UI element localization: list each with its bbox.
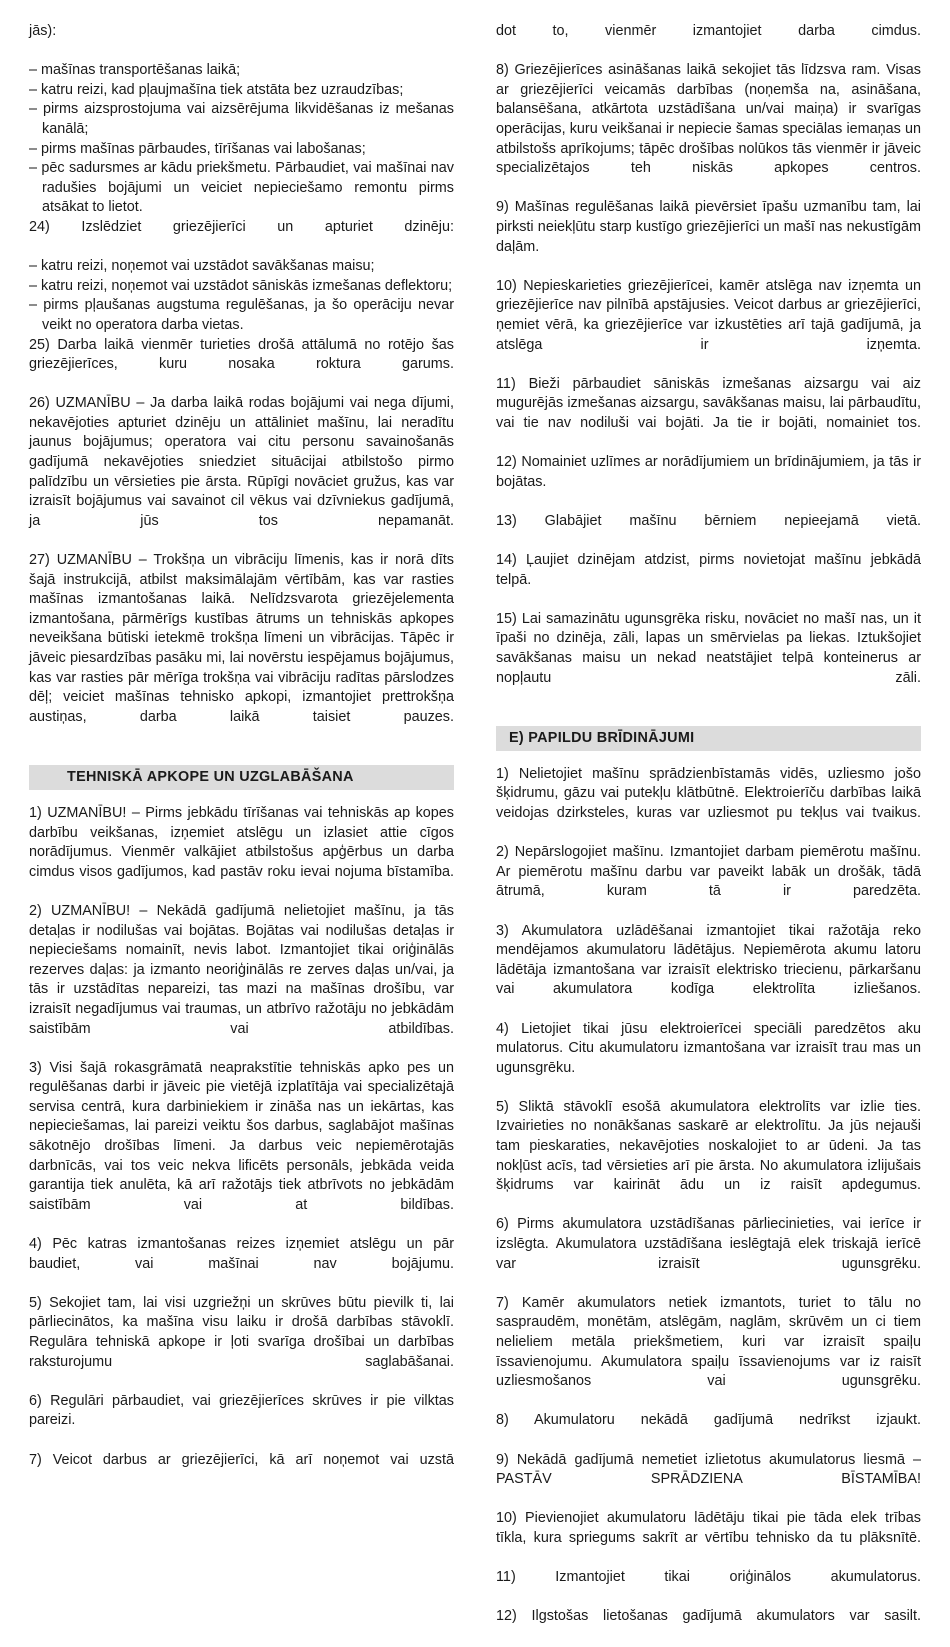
- maintenance-item-5: 5) Sekojiet tam, lai visi uzgriežņi un skrūves būtu pievilk ti, lai pārliecinātos, ka mašīna visu laiku ir drošā darbības stāvoklī. Regulāra tehniskā apkope ir ļoti svarīga drošībai un darbības raksturojumu saglabāšanai.: [29, 1294, 454, 1370]
- list-item: – pirms mašīnas pārbaudes, tīrīšanas vai labošanas;: [29, 140, 366, 157]
- section-heading-warnings: E) PAPILDU BRĪDINĀJUMI: [496, 726, 921, 751]
- list-item: – katru reizi, noņemot vai uzstādot sāniskās izmešanas deflektoru;: [29, 277, 453, 294]
- warning-item-9: 9) Nekādā gadījumā nemetiet izlietotus akumulatorus liesmā – PASTĀV SPRĀDZIENA BĪSTAMĪBA!: [496, 1451, 921, 1488]
- paragraph-26: 26) UZMANĪBU – Ja darba laikā rodas bojājumi vai nega dījumi, nekavējoties apturiet dzinēju un attāliniet mašīnu, lai neradītu jaunus bojājumus; operatora vai citu personu savainošanās gadījumā nekavējoties sniedziet situācijai atbilstošo pirmo palīdzību un vērsieties pie ārsta. Rūpīgi novāciet gružus, kas var izraisīt bojājumus vai savainot cil vēkus vai dzīvniekus gadījumā, ja jūs tos nepamanāt.: [29, 395, 454, 529]
- list-item: – mašīnas transportēšanas laikā;: [29, 62, 241, 79]
- left-column: [29, 22, 454, 1490]
- list-item: – pēc sadursmes ar kādu priekšmetu. Pārbaudiet, vai mašīnai nav radušies bojājumi un veiciet nepieciešamo remontu pirms atsākat to lietot.: [29, 160, 454, 216]
- maintenance-item-12: 12) Nomainiet uzlīmes ar norādījumiem un brīdinājumiem, ja tās ir bojātas.: [496, 454, 921, 490]
- warning-item-7: 7) Kamēr akumulators netiek izmantots, turiet to tālu no saspraudēm, monētām, atslēgām, naglām, skrūvēm un ci tiem nelieliem metāla priekšmetiem, kuri var izraisīt spaiļu īssavienojumu. Akumulatora spaiļu īssavienojums var iz raisīt uzliesmošanos vai ugunsgrēku.: [496, 1294, 921, 1390]
- maintenance-item-4: 4) Pēc katras izmantošanas reizes izņemiet atslēgu un pār baudiet, vai mašīnai nav bojājumu.: [29, 1236, 454, 1272]
- warning-item-1: 1) Nelietojiet mašīnu sprādzienbīstamās vidēs, uzliesmo jošo šķidrumu, gāzu vai putekļu klātbūtnē. Elektroierīču darbības laikā veidojas dzirksteles, kuras var uzliesmot pu tekļus vai tvaikus.: [496, 765, 921, 821]
- list-item: – katru reizi, noņemot vai uzstādot savākšanas maisu;: [29, 258, 375, 275]
- maintenance-item-13: 13) Glabājiet mašīnu bērniem nepieejamā vietā.: [496, 512, 921, 529]
- intro-text: jās):: [29, 23, 57, 39]
- maintenance-item-10: 10) Nepieskarieties griezējierīcei, kamēr atslēga nav izņemta un griezējierīce nav pilnībā apstājusies. Veicot darbus ar griezējierīci, ņemiet vērā, ka griezējierīce var izkustēties arī tajā gadījumā, ja atslēga ir izņemta.: [496, 277, 921, 353]
- maintenance-item-8: 8) Griezējierīces asināšanas laikā sekojiet tās līdzsva ram. Visas ar griezējierīci veicamās darbības (noņemša na, asināšana, balansēšana, atkārtota uzstādīšana un/vai maiņa) ir svarīgas operācijas, kuru veikšanai ir nepiecie šamas speciālas iemaņas un atbilstošs aprīkojums; tāpēc drošības nolūkos tās vienmēr ir jāveic specializētajos teh niskās apkopes centros.: [496, 62, 921, 177]
- paragraph-24: 24) Izslēdziet griezējierīci un apturiet dzinēju:: [29, 218, 454, 235]
- list-item: – katru reizi, kad pļaujmašīna tiek atstāta bez uzraudzības;: [29, 81, 404, 98]
- maintenance-item-6: 6) Regulāri pārbaudiet, vai griezējierīces skrūves ir pie vilktas pareizi.: [29, 1392, 454, 1429]
- warning-item-12: 12) Ilgstošas lietošanas gadījumā akumulators var sasilt.: [496, 1608, 921, 1625]
- maintenance-item-7: 7) Veicot darbus ar griezējierīci, kā arī noņemot vai uzstā: [29, 1451, 454, 1468]
- warning-item-11: 11) Izmantojiet tikai oriģinālos akumulatorus.: [496, 1569, 921, 1586]
- warning-item-6: 6) Pirms akumulatora uzstādīšanas pārliecinieties, vai ierīce ir izslēgta. Akumulatora uzstādīšana ieslēgtajā elek triskajā ierīcē var izraisīt ugunsgrēku.: [496, 1216, 921, 1272]
- warning-item-8: 8) Akumulatoru nekādā gadījumā nedrīkst izjaukt.: [496, 1412, 921, 1429]
- paragraph-27: 27) UZMANĪBU – Trokšņa un vibrāciju līmenis, kas ir norā dīts šajā instrukcijā, atbilst maksimālajām vērtībām, kas var rasties mašīnas izmantošanas laikā. Nelīdzsvarota griezējelementa izmantošana, pārmērīgs kustības ātrums un tehniskās apkopes neveikšana būtiski ietekmē trokšņa līmeni un vibrācijas. Tāpēc ir jāveic piesardzības pasāku mi, lai novērstu iespējamus bojājumus, kas var rasties pār mērīga trokšņa vai vibrāciju radītas pārslodzes dēļ; veiciet mašīnas tehnisko apkopi, izmantojiet prettrokšņa austiņas, darba laikā taisiet pauzes.: [29, 552, 454, 725]
- section-heading-maintenance: TEHNISKĀ APKOPE UN UZGLABĀŠANA: [29, 765, 454, 790]
- warning-item-10: 10) Pievienojiet akumulatoru lādētāju tikai pie tāda elek trības tīkla, kura spriegums sakrīt ar vērtību tehnisko da tu plāksnītē.: [496, 1510, 921, 1546]
- maintenance-item-14: 14) Ļaujiet dzinējam atdzist, pirms novietojat mašīnu jebkādā telpā.: [496, 552, 921, 588]
- maintenance-item-1: 1) UZMANĪBU! – Pirms jebkādu tīrīšanas vai tehniskās ap kopes darbību veikšanas, izņemiet atslēgu un izlasiet attie cīgos norādījumus. Vienmēr valkājiet atbilstošus apģērbus un darba cimdus visos gadījumos, kad pastāv roku ievai nojuma bīstamība.: [29, 804, 454, 880]
- right-column: [496, 22, 921, 1647]
- list-item: – pirms aizsprostojuma vai aizsērējuma likvidēšanas iz mešanas kanālā;: [29, 101, 454, 137]
- maintenance-item-9: 9) Mašīnas regulēšanas laikā pievērsiet īpašu uzmanību tam, lai pirksti neiekļūtu starp kustīgo griezējierīci un mašī nas nekustīgām daļām.: [496, 199, 921, 255]
- warning-item-3: 3) Akumulatora uzlādēšanai izmantojiet tikai ražotāja reko mendējamos akumulatoru lādētājus. Nepiemērota akumu latoru lādētāja izmantošana var izraisīt elektrisko triecienu, pārkaršanu vai akumulatora kodīga elektrolīta izliešanos.: [496, 922, 921, 998]
- maintenance-item-15: 15) Lai samazinātu ugunsgrēka risku, novāciet no mašī nas, un it īpaši no dzinēja, zāli, lapas un smērvielas pa liekas. Iztukšojiet savākšanas maisu un nekad neatstājiet telpā konteinerus ar nopļautu zāli.: [496, 610, 921, 686]
- paragraph-25: 25) Darba laikā vienmēr turieties drošā attālumā no rotējo šas griezējierīces, kuru nosaka roktura garums.: [29, 336, 454, 373]
- list-item: – pirms pļaušanas augstuma regulēšanas, ja šo operāciju nevar veikt no operatora darba vietas.: [29, 297, 454, 333]
- warning-item-5: 5) Sliktā stāvoklī esošā akumulatora elektrolīts var izlie ties. Izvairieties no nonākšanas saskarē ar elektrolītu. Ja jūs nejauši tam pieskaraties, nekavējoties noskalojiet to ar ūdeni. Ja tas nokļūst acīs, tad vērsieties arī pie ārsta. No akumulatora izlijušais šķidrums var kairināt ādu un iz raisīt apdegumus.: [496, 1098, 921, 1194]
- maintenance-item-7-cont: dot to, vienmēr izmantojiet darba cimdus.: [496, 23, 921, 39]
- maintenance-item-3: 3) Visi šajā rokasgrāmatā neaprakstītie tehniskās apko pes un regulēšanas darbi ir jāveic pie vietējā izplatītāja vai specializētajā servisa centrā, kura darbiniekiem ir zināša nas un iekārtas, kas nepieciešamas, lai pareizi veiktu šos darbus, saglabājot mašīnas sākotnējo drošības līmeni. Ja darbus veic nepiemērotajās darbnīcās, vai tos veic nekva lificēts personāls, jebkāda veida garantija tiek anulēta, kā arī ražotājs tiek atbrīvots no jebkādām saistībām vai at bildības.: [29, 1059, 454, 1213]
- warning-item-4: 4) Lietojiet tikai jūsu elektroierīcei speciāli paredzētos aku mulatorus. Citu akumulatoru izmantošana var izraisīt trau mas un ugunsgrēku.: [496, 1020, 921, 1076]
- maintenance-item-2: 2) UZMANĪBU! – Nekādā gadījumā nelietojiet mašīnu, ja tās detaļas ir nodilušas vai bojātas. Bojātas vai nodilušas detaļas ir nepieciešams nomainīt, nevis labot. Izmantojiet tikai oriģinālās rezerves daļas: ja izmanto neoriģinālās re zerves daļas un/vai, ja tās ir uzstādītas nepareizi, tas mazi na mašīnas drošību, var izraisīt negadījumus vai traumas, un atbrīvo ražotāju no jebkādām saistībām vai atbildības.: [29, 902, 454, 1037]
- maintenance-item-11: 11) Bieži pārbaudiet sāniskās izmešanas aizsargu vai aiz mugurējās izmešanas aizsargu, savākšanas maisu, lai pārbaudītu, vai tie nav nodiluši vai bojāti. Ja tie ir bojāti, nomainiet tos.: [496, 375, 921, 431]
- warning-item-2: 2) Nepārslogojiet mašīnu. Izmantojiet darbam piemērotu mašīnu. Ar piemērotu mašīnu darbu var paveikt labāk un drošāk, tādā ātrumā, kuram tā ir paredzēta.: [496, 844, 921, 900]
